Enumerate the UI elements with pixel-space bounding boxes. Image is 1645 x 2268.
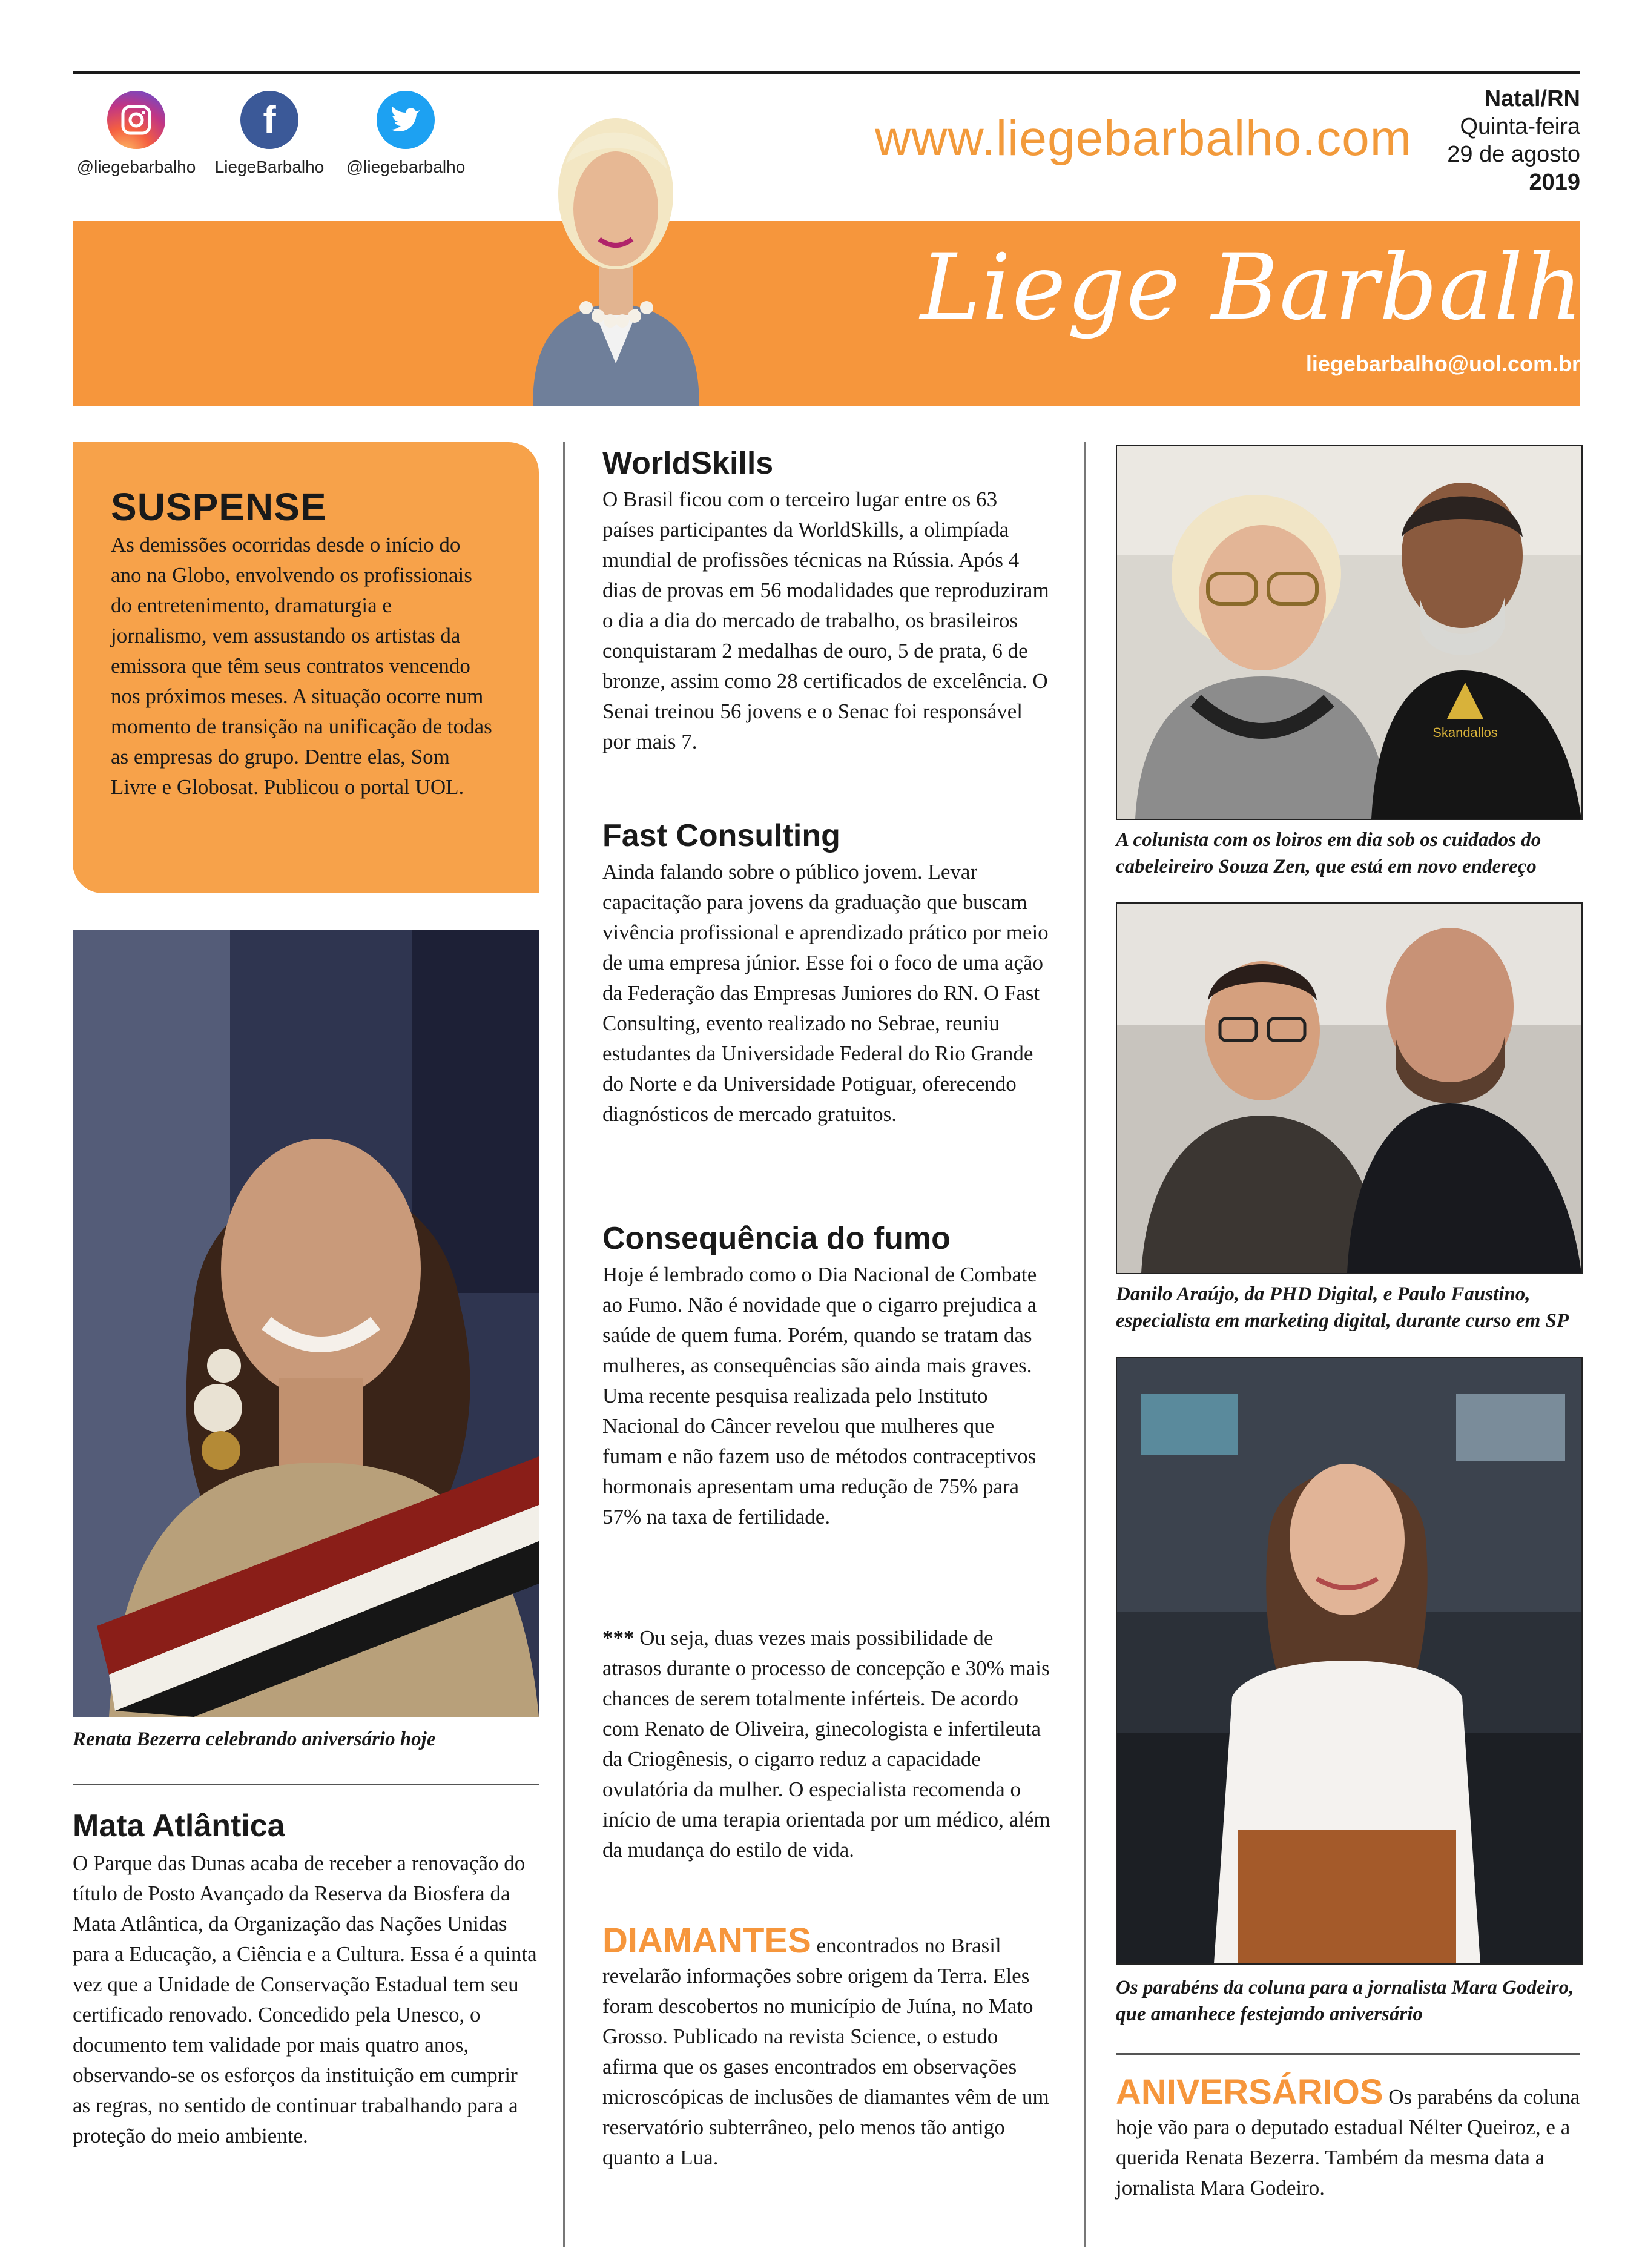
fumo-title: Consequência do fumo — [602, 1221, 951, 1256]
mata-body: O Parque das Dunas acaba de receber a renovação do título de Posto Avançado da Reserva da Biosfera da Mata Atlântica, da Organização das Nações Unidas para a Educação, a Ciência e a Cultura. Essa é a quinta vez que a Unidade de Conservação Estadual tem seu certificado renovado. Concedido pela Unesco, o documento tem validade por mais quatro anos, observando-se os esforços da instituição em cumprir as regras, no sentido de continuar trabalhando para a proteção do meio ambiente. — [73, 1851, 537, 2147]
top-rule — [73, 71, 1580, 74]
worldskills-body: O Brasil ficou com o terceiro lugar entre os 63 países participantes da WorldSkills, a olimpíada mundial de profissões técnicas na Rússia. Após 4 dias de provas em 56 modalidades que reproduziram o dia a dia do mercado de trabalho, os brasileiros conquistaram 2 medalhas de ouro, 5 de prata, 6 de bronze, assim como 28 certificados de excelência. O Senai treinou 56 jovens e o Senac foi responsável por mais 7. — [602, 488, 1049, 753]
photo-renata-bezerra — [73, 930, 539, 1717]
columnist-portrait — [509, 79, 724, 406]
diamantes-block — [602, 1921, 1050, 2173]
caption-mara: Os parabéns da coluna para a jornalista Mara Godeiro, que amanhece festejando aniversário — [1116, 1977, 1574, 2025]
twitter-icon — [377, 91, 435, 149]
social-instagram[interactable] — [67, 91, 206, 177]
city: Natal/RN — [1484, 86, 1580, 111]
caption-danilo-paulo: Danilo Araújo, da PHD Digital, e Paulo Faustino, especialista em marketing digital, durante curso em SP — [1116, 1283, 1569, 1332]
column-divider-2 — [1084, 442, 1086, 2247]
aniversarios-body: Os parabéns da coluna hoje vão para o deputado estadual Nélter Queiroz, e a querida Renata Bezerra. Também da mesma data a jornalista Mara Godeiro. — [1116, 2085, 1580, 2200]
site-url[interactable]: www.liegebarbalho.com — [875, 111, 1413, 166]
worldskills-title: WorldSkills — [602, 446, 774, 481]
social-facebook[interactable] — [200, 91, 339, 177]
weekday: Quinta-feira — [1460, 114, 1580, 139]
twitter-handle: @liegebarbalho — [346, 157, 466, 176]
facebook-icon: f — [240, 91, 298, 149]
year: 2019 — [1529, 170, 1580, 195]
date: 29 de agosto — [1447, 142, 1580, 167]
caption-colunista: A colunista com os loiros em dia sob os cuidados do cabeleireiro Souza Zen, que está em novo endereço — [1116, 829, 1541, 878]
social-twitter[interactable] — [336, 91, 475, 177]
column-title: Liege Barbalho — [920, 235, 1640, 340]
photo-colunista-souza-zen — [1116, 445, 1583, 820]
diamantes-title: DIAMANTES — [602, 1921, 811, 1960]
facebook-handle: LiegeBarbalho — [214, 157, 325, 176]
photo-mara-godeiro — [1116, 1357, 1583, 1965]
aniversarios-title: ANIVERSÁRIOS — [1116, 2072, 1383, 2112]
instagram-icon — [107, 91, 165, 149]
caption-renata: Renata Bezerra celebrando aniversário hoje — [73, 1728, 436, 1750]
fumo-body-2 — [602, 1623, 1050, 1865]
column-email[interactable]: liegebarbalho@uol.com.br — [1305, 351, 1580, 376]
diamantes-body: encontrados no Brasil revelarão informações sobre origem da Terra. Eles foram descobertos no município de Juína, no Mato Grosso. Publicado na revista Science, o estudo afirma que os gases encontrados em observações microscópicas de inclusões de diamantes vêm de um reservatório subterrâneo, pelo menos tão antigo quanto a Lua. — [602, 1934, 1049, 2169]
dateline — [1447, 85, 1580, 196]
aniversarios-block — [1116, 2072, 1580, 2203]
instagram-handle: @liegebarbalho — [76, 157, 196, 176]
col3-rule — [1116, 2053, 1580, 2055]
mata-title: Mata Atlântica — [73, 1808, 285, 1843]
suspense-title: SUSPENSE — [111, 485, 327, 529]
suspense-body: As demissões ocorridas desde o início do ano na Globo, envolvendo os profissionais do entretenimento, dramaturgia e jornalismo, vem assustando os artistas da emissora que têm seus contratos vencendo nos próximos meses. A situação ocorre num momento de transição na unificação de todas as empresas do grupo. Dentre elas, Som Livre e Globosat. Publicou o portal UOL. — [111, 533, 492, 799]
fast-title: Fast Consulting — [602, 818, 840, 853]
column-divider-1 — [563, 442, 565, 2247]
photo-danilo-paulo — [1116, 902, 1583, 1274]
fumo-body-2-text: Ou seja, duas vezes mais possibilidade de atrasos durante o processo de concepção e 30% mais chances de serem totalmente inférteis. De acordo com Renato de Oliveira, ginecologista e infertileuta da Criogênesis, o cigarro reduz a capacidade ovulatória da mulher. O especialista recomenda o início de uma terapia orientada por um médico, além da mudança do estilo de vida. — [602, 1626, 1050, 1862]
fast-body: Ainda falando sobre o público jovem. Levar capacitação para jovens da graduação que buscam vivência profissional e aprendizado prático por meio de uma empresa júnior. Esse foi o foco de uma ação da Federação das Empresas Juniores do RN. O Fast Consulting, evento realizado no Sebrae, reuniu estudantes da Universidade Federal do Rio Grande do Norte e da Universidade Potiguar, oferecendo diagnósticos de mercado gratuitos. — [602, 860, 1049, 1126]
fumo-body: Hoje é lembrado como o Dia Nacional de Combate ao Fumo. Não é novidade que o cigarro prejudica a saúde de quem fuma. Porém, quando se tratam das mulheres, as consequências são ainda mais graves. Uma recente pesquisa realizada pelo Instituto Nacional do Câncer revelou que mulheres que fumam e não fazem uso de métodos contraceptivos hormonais apresentam uma redução de 75% para 57% na taxa de fertilidade. — [602, 1263, 1037, 1529]
col1-rule — [73, 1784, 539, 1785]
shirt-text: Skandallos — [1432, 725, 1498, 740]
fumo-stars: *** — [602, 1626, 635, 1650]
